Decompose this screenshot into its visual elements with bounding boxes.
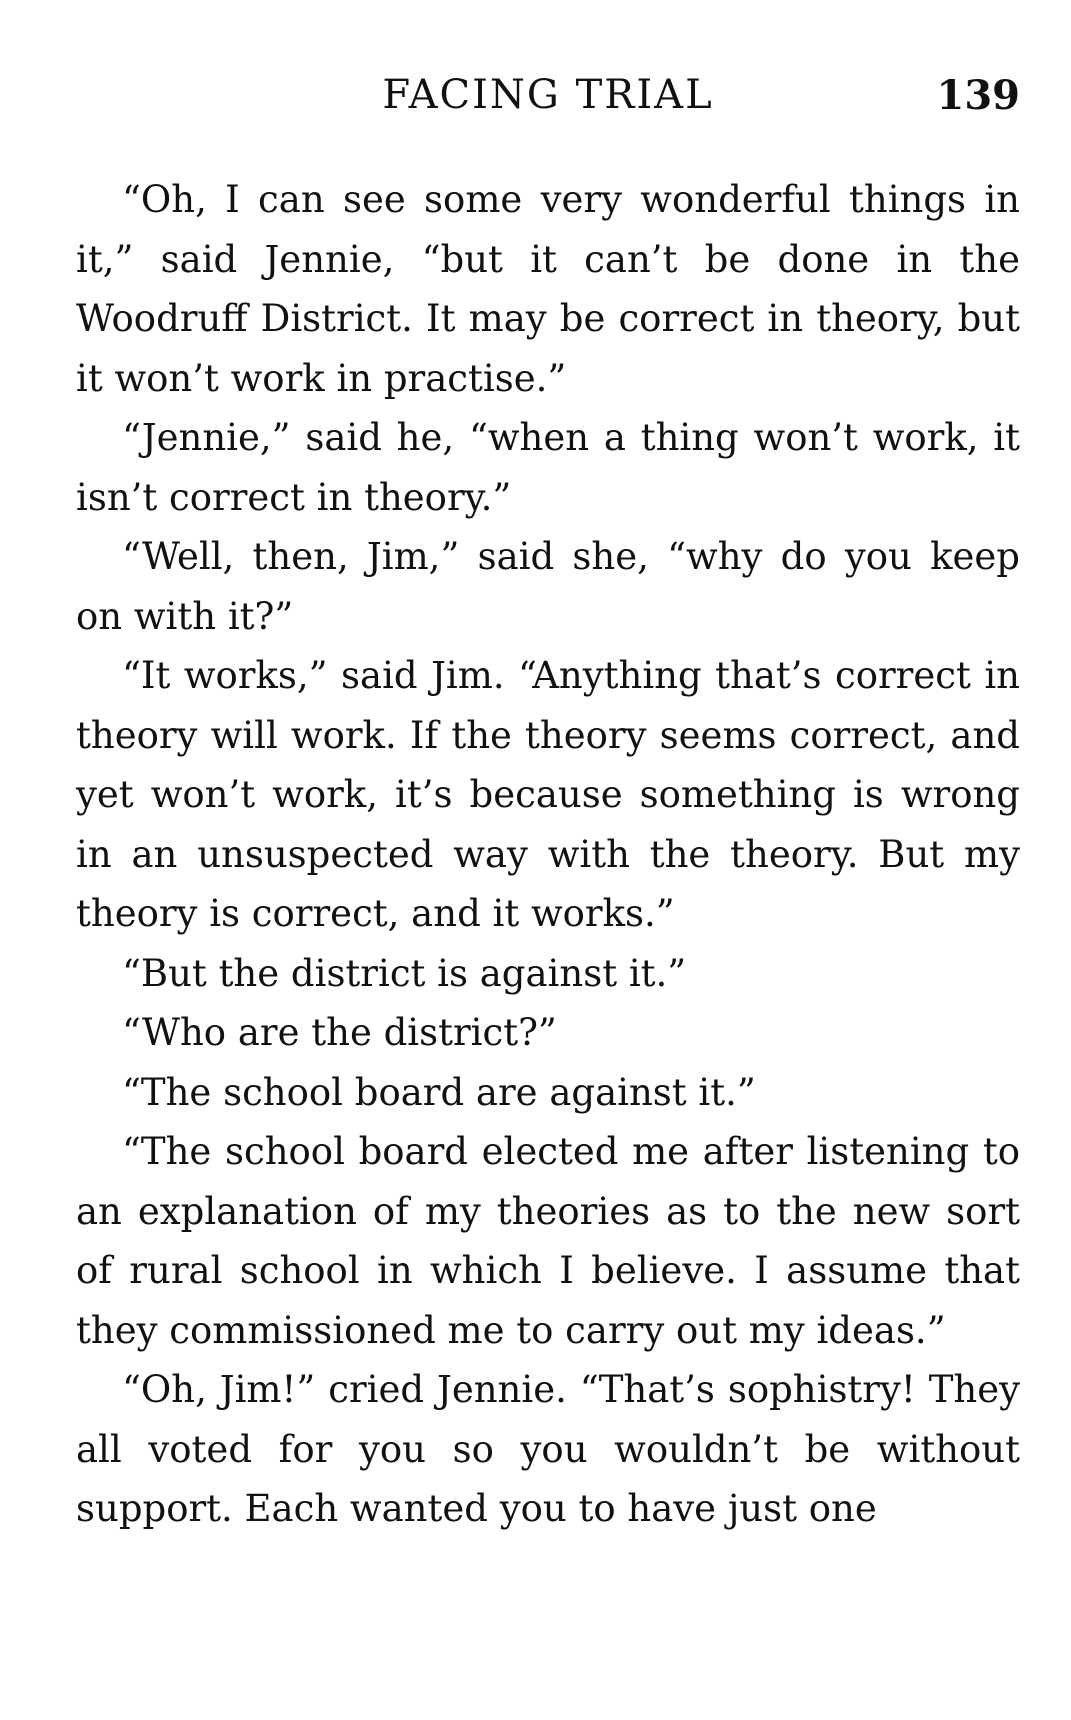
paragraph: “The school board elected me after listening to an explanation of my theories as to the new sort of rural school in which I believe. I assume that they commissioned me to carry out my ideas.” [76,1130,1020,1352]
paragraph: “Oh, I can see some very wonderful things in it,” said Jennie, “but it can’t be done in the Woodruff District. It may be correct in theory, but it won’t work in practise.” [76,178,1020,400]
paragraph: “Who are the district?” [122,1011,557,1054]
page-number: 139 [936,72,1020,119]
chapter-title: FACING TRIAL [382,72,714,118]
body-text [76,170,1020,1539]
paragraph: “Well, then, Jim,” said she, “why do you keep on with it?” [76,535,1020,638]
running-head [76,72,1020,122]
paragraph: “But the district is against it.” [122,951,687,995]
paragraph: “Oh, Jim!” cried Jennie. “That’s sophistry! They all voted for you so you wouldn’t be without support. Each wanted you to have just one [76,1368,1020,1530]
paragraph: “The school board are against it.” [122,1070,756,1114]
paragraph: “It works,” said Jim. “Anything that’s correct in theory will work. If the theory seems correct, and yet won’t work, it’s because something is wrong in an unsuspected way with the theory. But my theory is correct, and it works.” [76,654,1020,935]
paragraph: “Jennie,” said he, “when a thing won’t work, it isn’t correct in theory.” [76,416,1020,519]
